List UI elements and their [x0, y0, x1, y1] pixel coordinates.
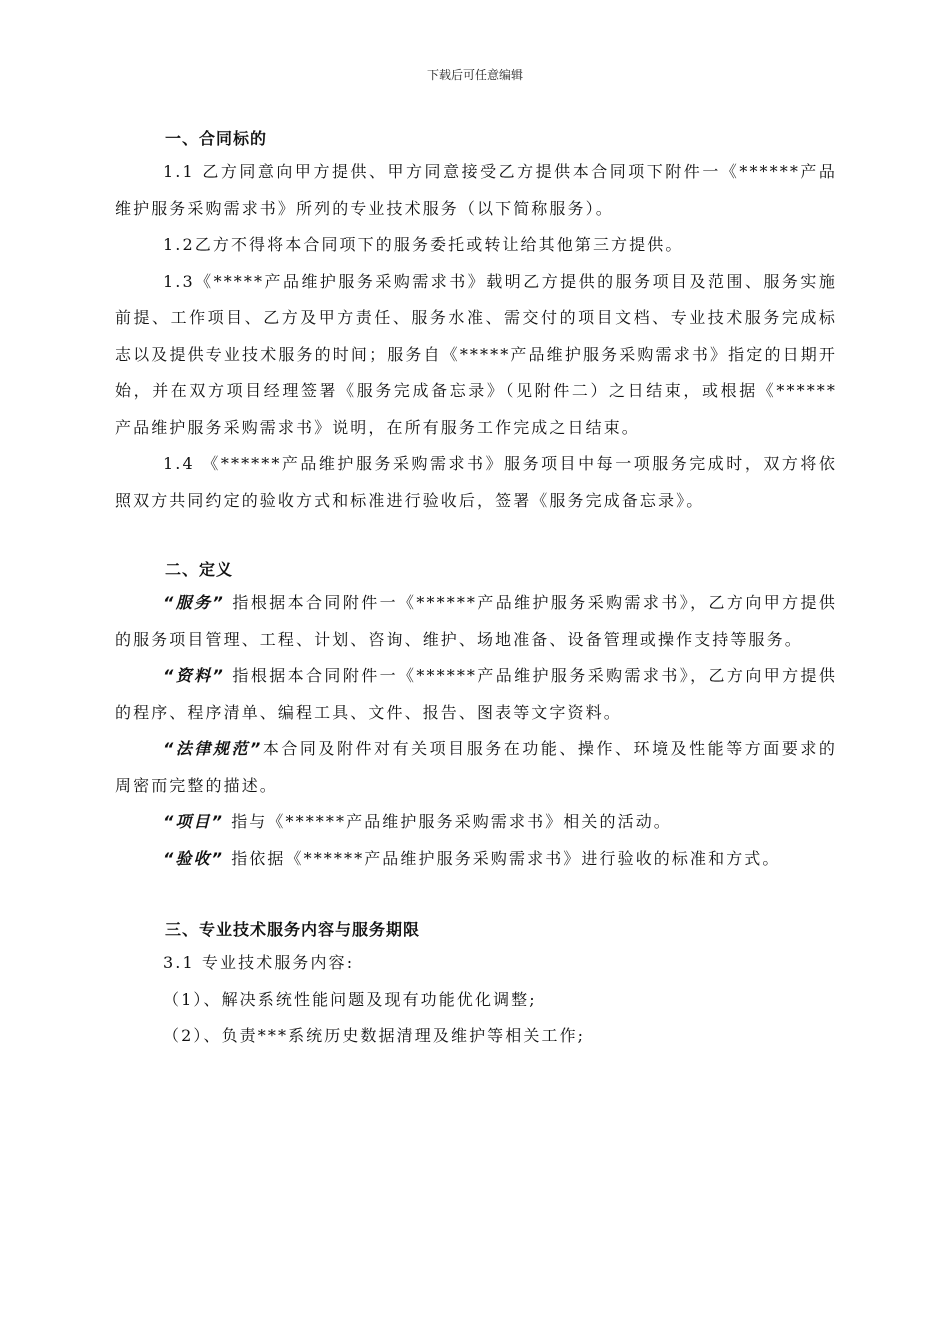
- clause-1-2: 1.2乙方不得将本合同项下的服务委托或转让给其他第三方提供。: [163, 235, 684, 254]
- section-3-title: 三、专业技术服务内容与服务期限: [165, 920, 421, 939]
- definition-text: 指依据《******产品维护服务采购需求书》进行验收的标准和方式。: [231, 848, 781, 868]
- list-item: （1）、解决系统性能问题及现有功能优化调整;: [163, 989, 537, 1009]
- definition-term: “法律规范”: [163, 739, 263, 758]
- list-item: （2）、负责***系统历史数据清理及维护等相关工作;: [163, 1026, 586, 1045]
- clause-1-4: 1.4 《******产品维护服务采购需求书》服务项目中每一项服务完成时，双方将依照双方共同约定的验收方式和标准进行验收后，签署《服务完成备忘录》。: [115, 454, 837, 510]
- definition-term: “验收”: [163, 848, 225, 868]
- clause-1-1: 1.1 乙方同意向甲方提供、甲方同意接受乙方提供本合同项下附件一《******产品维护服务采购需求书》所列的专业技术服务（以下简称服务）。: [115, 162, 837, 218]
- document-body: [115, 124, 837, 1055]
- clause-1-3: 1.3《*****产品维护服务采购需求书》载明乙方提供的服务项目及范围、服务实施前提、工作项目、乙方及甲方责任、服务水准、需交付的项目文档、专业技术服务完成标志以及提供专业技术服务的时间；服务自《*****产品维护服务采购需求书》指定的日期开始，并在双方项目经理签署《服务完成备忘录》（见附件二）之日结束，或根据《******产品维护服务采购需求书》说明，在所有服务工作完成之日结束。: [115, 271, 837, 437]
- section-2-title: 二、定义: [165, 560, 234, 579]
- definition-acceptance: [115, 841, 837, 878]
- definition-project: [115, 804, 837, 841]
- definition-materials: [115, 658, 837, 731]
- page-header: 下载后可任意编辑: [426, 68, 523, 82]
- definition-term: “资料”: [163, 666, 225, 685]
- definition-text: 本合同及附件对有关项目服务在功能、操作、环境及性能等方面要求的周密而完整的描述。: [115, 739, 837, 795]
- definition-term: “项目”: [163, 812, 225, 831]
- definition-text: 指根据本合同附件一《******产品维护服务采购需求书》，乙方向甲方提供的程序、程序清单、编程工具、文件、报告、图表等文字资料。: [115, 666, 838, 722]
- clause-3-1: 3.1 专业技术服务内容:: [163, 953, 355, 972]
- definition-text: 指与《******产品维护服务采购需求书》相关的活动。: [231, 812, 672, 831]
- definition-legal-spec: [115, 731, 837, 804]
- definition-term: “服务”: [163, 593, 225, 612]
- definition-service: [115, 585, 837, 658]
- section-1-title: 一、合同标的: [165, 129, 268, 148]
- definition-text: 指根据本合同附件一《******产品维护服务采购需求书》，乙方向甲方提供的服务项目管理、工程、计划、咨询、维护、场地准备、设备管理或操作支持等服务。: [115, 593, 838, 649]
